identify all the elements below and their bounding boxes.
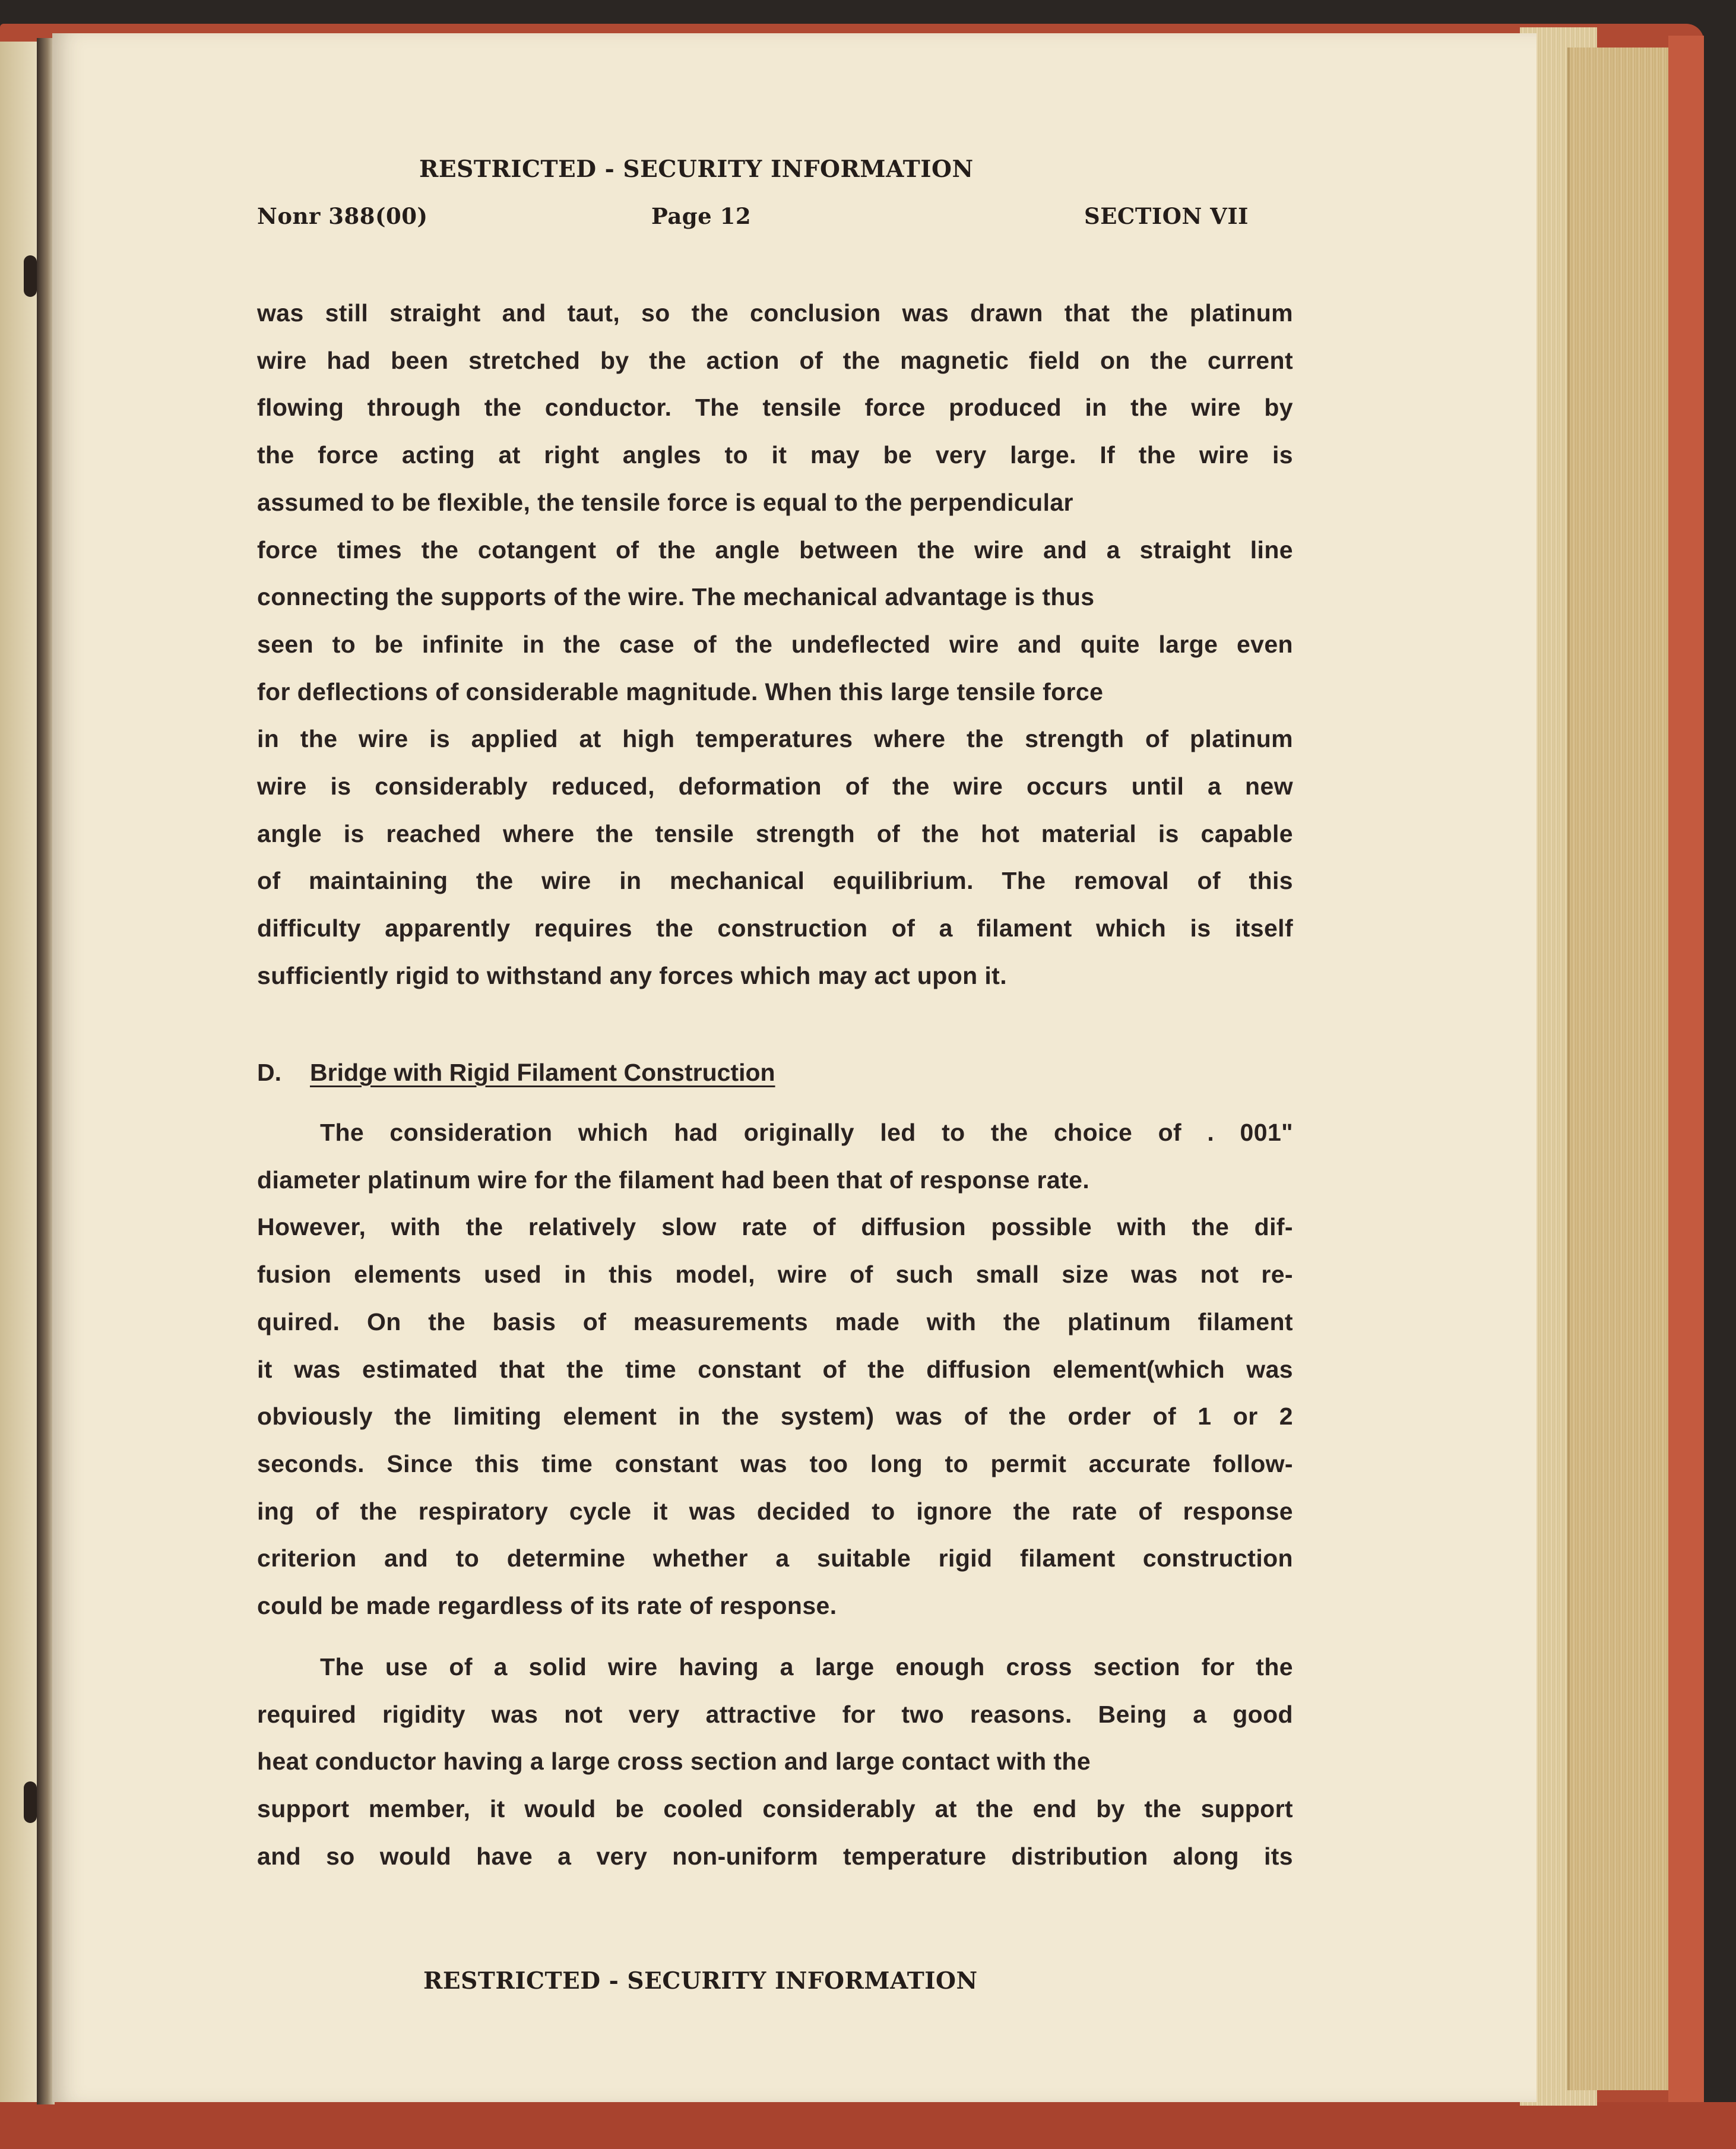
text-line: flowing through the conductor. The tensile force produced in the wire by — [257, 394, 1293, 422]
header-page-number: Page 12 — [651, 203, 752, 229]
section-letter: D. — [257, 1059, 281, 1086]
text-line: was still straight and taut, so the conclusion was drawn that the platinum — [257, 299, 1293, 327]
page-stack-edges-outer — [1567, 48, 1671, 2090]
text-line: The use of a solid wire having a large enough cross section for the — [320, 1653, 1293, 1680]
text-line: wire is considerably reduced, deformation of the wire occurs until a new — [257, 773, 1293, 800]
text-line: required rigidity was not very attractive for two reasons. Being a good — [257, 1700, 1293, 1728]
paragraph — [257, 1109, 1293, 1630]
text-line: the force acting at right angles to it may be very large. If the wire is — [257, 441, 1293, 469]
text-line: connecting the supports of the wire. The mechanical advantage is thus — [257, 583, 1095, 611]
header-section: SECTION VII — [1084, 203, 1249, 229]
text-line: difficulty apparently requires the construction of a filament which is itself — [257, 914, 1293, 942]
header-classification: RESTRICTED - SECURITY INFORMATION — [419, 156, 974, 183]
text-line: angle is reached where the tensile strength of the hot material is capable — [257, 819, 1293, 847]
paragraph — [257, 1644, 1293, 1881]
back-cover-edge — [1668, 36, 1704, 2102]
text-line: support member, it would be cooled considerably at the end by the support — [257, 1795, 1293, 1823]
text-line: wire had been stretched by the action of the magnetic field on the current — [257, 346, 1293, 374]
text-line: obviously the limiting element in the system) was of the order of 1 or 2 — [257, 1403, 1293, 1430]
text-line: criterion and to determine whether a suitable rigid filament construction — [257, 1545, 1293, 1572]
text-line: diameter platinum wire for the filament had been that of response rate. — [257, 1166, 1090, 1194]
text-line: force times the cotangent of the angle between the wire and a straight line — [257, 536, 1293, 564]
text-line: heat conductor having a large cross section and large contact with the — [257, 1748, 1091, 1775]
text-line: for deflections of considerable magnitude. When this large tensile force — [257, 678, 1104, 705]
text-line: The consideration which had originally led to the choice of . 001" — [320, 1119, 1293, 1146]
text-line: However, with the relatively slow rate of diffusion possible with the dif- — [257, 1213, 1293, 1241]
text-line: assumed to be flexible, the tensile force is equal to the perpendicular — [257, 488, 1073, 516]
text-line: it was estimated that the time constant of the diffusion element(which was — [257, 1355, 1293, 1383]
section-title: Bridge with Rigid Filament Construction — [310, 1059, 775, 1086]
binding-hole — [24, 255, 37, 297]
text-line: quired. On the basis of measurements made with the platinum filament — [257, 1308, 1293, 1335]
footer-classification: RESTRICTED - SECURITY INFORMATION — [423, 1967, 978, 1995]
text-line: seconds. Since this time constant was too long to permit accurate follow- — [257, 1449, 1293, 1477]
text-line: seen to be infinite in the case of the undeflected wire and quite large even — [257, 630, 1293, 658]
book-cover-bottom-edge — [0, 2102, 1736, 2149]
header-contract-number: Nonr 388(00) — [257, 203, 428, 229]
text-line: of maintaining the wire in mechanical equilibrium. The removal of this — [257, 867, 1293, 895]
text-line: and so would have a very non-uniform temperature distribution along its — [257, 1842, 1293, 1870]
text-line: sufficiently rigid to withstand any forces which may act upon it. — [257, 961, 1008, 989]
paragraph-continuation — [257, 290, 1293, 1000]
text-line: could be made regardless of its rate of response. — [257, 1592, 837, 1620]
text-line: in the wire is applied at high temperatures where the strength of platinum — [257, 725, 1293, 753]
text-line: ing of the respiratory cycle it was decided to ignore the rate of response — [257, 1497, 1293, 1525]
text-line: fusion elements used in this model, wire of such small size was not re- — [257, 1261, 1293, 1289]
binding-hole — [24, 1781, 37, 1823]
section-heading — [257, 1059, 811, 1087]
